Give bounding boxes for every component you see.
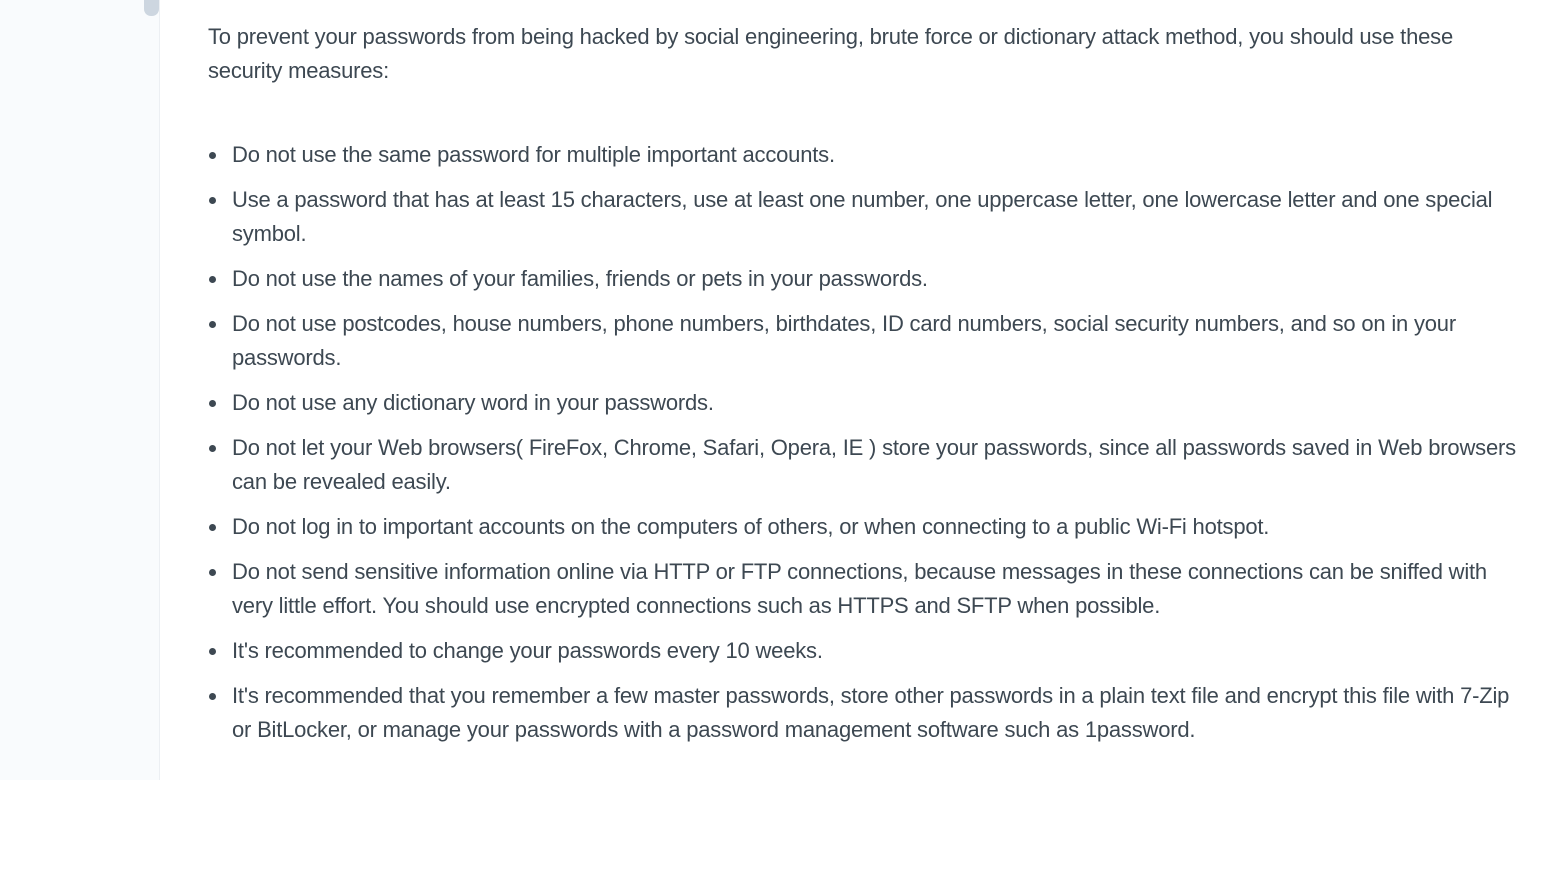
list-item-text: Do not use the names of your families, friends or pets in your passwords. (232, 266, 928, 291)
list-item-text: Do not send sensitive information online via HTTP or FTP connections, because messages in these connections can be sniffed with very little effort. You should use encrypted connections such as HTTPS and SFTP when possible. (232, 559, 1487, 618)
list-item (208, 510, 1528, 544)
sidebar (0, 0, 160, 780)
bullet-icon (209, 152, 216, 159)
list-item-text: Do not use postcodes, house numbers, phone numbers, birthdates, ID card numbers, social security numbers, and so on in your passwords. (232, 311, 1456, 370)
list-item (208, 555, 1528, 623)
article-content (208, 20, 1528, 758)
bullet-icon (209, 445, 216, 452)
list-item-text: Do not let your Web browsers( FireFox, Chrome, Safari, Opera, IE ) store your passwords, since all passwords saved in Web browsers can be revealed easily. (232, 435, 1516, 494)
list-item (208, 183, 1528, 251)
bullet-icon (209, 648, 216, 655)
list-item (208, 431, 1528, 499)
bullet-icon (209, 569, 216, 576)
list-item (208, 307, 1528, 375)
list-item-text: Use a password that has at least 15 characters, use at least one number, one uppercase letter, one lowercase letter and one special symbol. (232, 187, 1493, 246)
bullet-icon (209, 693, 216, 700)
sidebar-scrollbar-thumb[interactable] (144, 0, 159, 16)
list-item-text: Do not use the same password for multiple important accounts. (232, 142, 835, 167)
list-item (208, 679, 1528, 747)
list-item-text: Do not use any dictionary word in your passwords. (232, 390, 714, 415)
list-item (208, 386, 1528, 420)
bullet-icon (209, 321, 216, 328)
list-item-text: It's recommended that you remember a few master passwords, store other passwords in a plain text file and encrypt this file with 7-Zip or BitLocker, or manage your passwords with a password management software such as 1password. (232, 683, 1510, 742)
bullet-icon (209, 524, 216, 531)
list-item (208, 634, 1528, 668)
list-item (208, 262, 1528, 296)
list-item (208, 138, 1528, 172)
security-measures-list (208, 138, 1528, 747)
bullet-icon (209, 400, 216, 407)
list-item-text: It's recommended to change your passwords every 10 weeks. (232, 638, 823, 663)
bullet-icon (209, 197, 216, 204)
intro-paragraph: To prevent your passwords from being hacked by social engineering, brute force or dictionary attack method, you should use these security measures: (208, 24, 1453, 83)
bullet-icon (209, 276, 216, 283)
list-item-text: Do not log in to important accounts on the computers of others, or when connecting to a public Wi-Fi hotspot. (232, 514, 1270, 539)
